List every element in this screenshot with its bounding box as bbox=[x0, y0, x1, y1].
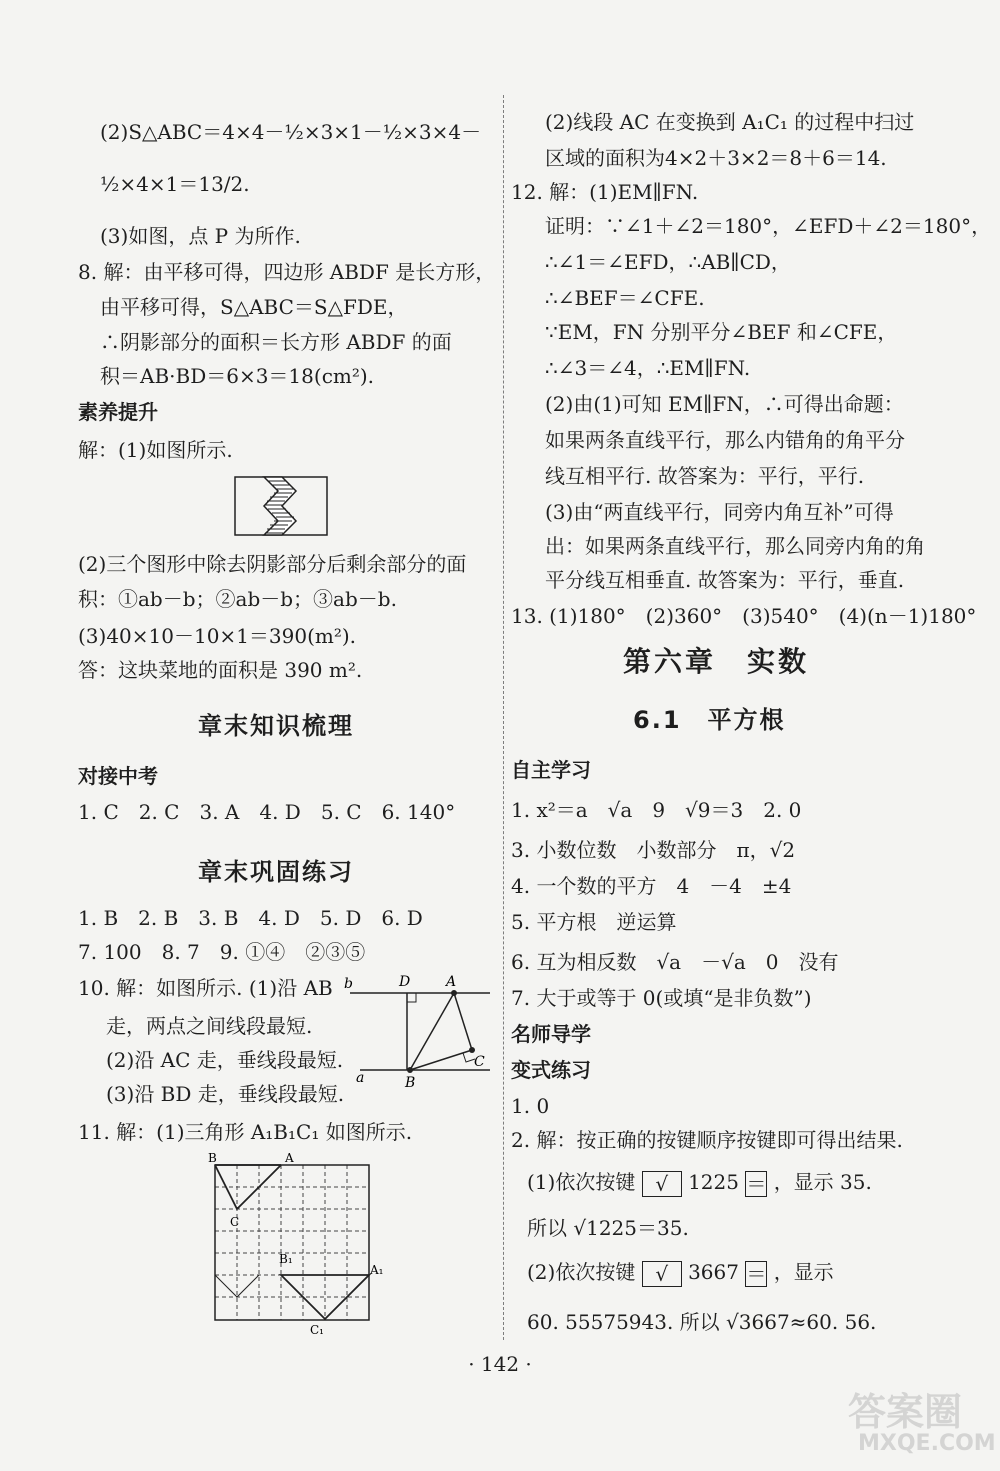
text-line: 线互相平行. 故答案为：平行，平行. bbox=[545, 464, 865, 488]
text-line: 证明：∵∠1＋∠2＝180°，∠EFD＋∠2＝180°， bbox=[545, 214, 992, 238]
text-line: ∴∠BEF＝∠CFE. bbox=[545, 286, 705, 310]
section-title: 6.1 平方根 bbox=[633, 706, 786, 734]
column-divider bbox=[503, 95, 504, 1340]
text-line: 如果两条直线平行，那么内错角的角平分 bbox=[545, 428, 905, 452]
label-a: A bbox=[285, 1151, 294, 1165]
shaded-path-figure bbox=[234, 476, 328, 536]
text-span: ，显示 bbox=[773, 1260, 834, 1284]
keypress-line-2 bbox=[527, 1258, 834, 1287]
subheading-mingshi: 名师导学 bbox=[511, 1022, 591, 1046]
watermark-url: MXQE.COM bbox=[858, 1431, 996, 1456]
text-line: ½×4×1＝13/2. bbox=[100, 172, 250, 196]
text-line: (3)沿 BD 走，垂线段最短. bbox=[106, 1082, 345, 1106]
subheading-bianshi: 变式练习 bbox=[511, 1058, 591, 1082]
text-line: ∴阴影部分的面积＝长方形 ABDF 的面 bbox=[100, 330, 452, 354]
text-line: 走，两点之间线段最短. bbox=[106, 1014, 313, 1038]
keypress-line-1 bbox=[527, 1168, 872, 1197]
page-number: · 142 · bbox=[468, 1352, 532, 1376]
problem-13-line: 13. (1)180° (2)360° (3)540° (4)(n－1)180° bbox=[511, 604, 977, 628]
text-line: 区域的面积为4×2＋3×2＝8＋6＝14. bbox=[545, 146, 887, 170]
text-line: ∴∠3＝∠4，∴EM∥FN. bbox=[545, 356, 751, 380]
answers-line: 1. x²＝a √a 9 √9＝3 2. 0 bbox=[511, 798, 802, 822]
label-a: A bbox=[446, 974, 457, 990]
answers-line: 1. 0 bbox=[511, 1094, 550, 1118]
section-title-zhishi: 章末知识梳理 bbox=[198, 712, 354, 740]
text-line: 60. 55575943. 所以 √3667≈60. 56. bbox=[527, 1310, 877, 1334]
text-span: (1)依次按键 bbox=[527, 1170, 636, 1194]
label-c: C bbox=[474, 1054, 485, 1070]
text-line: ∴∠1＝∠EFD，∴AB∥CD， bbox=[545, 250, 791, 274]
text-line: 答：这块菜地的面积是 390 m². bbox=[78, 658, 363, 682]
equals-key-icon: ＝ bbox=[746, 1171, 767, 1196]
subheading-duijie: 对接中考 bbox=[78, 764, 158, 788]
text-line: (3)40×10－10×1＝390(m²). bbox=[78, 624, 357, 648]
problem-10-line: 10. 解：如图所示. (1)沿 AB bbox=[78, 976, 333, 1000]
problem-2-line: 2. 解：按正确的按键顺序按键即可得出结果. bbox=[511, 1128, 903, 1152]
answers-line: 3. 小数位数 小数部分 π，√2 bbox=[511, 838, 796, 862]
label-b1: B₁ bbox=[279, 1252, 293, 1266]
text-line: 积：①ab－b；②ab－b；③ab－b. bbox=[78, 587, 397, 611]
text-line: 积＝AB·BD＝6×3＝18(cm²). bbox=[100, 364, 375, 388]
text-line: 解：(1)如图所示. bbox=[78, 438, 233, 462]
section-title-gonggu: 章末巩固练习 bbox=[198, 858, 354, 886]
label-c: C bbox=[230, 1215, 240, 1229]
text-line: (3)如图，点 P 为所作. bbox=[100, 224, 301, 248]
text-line: (2)由(1)可知 EM∥FN，∴可得出命题： bbox=[545, 392, 904, 416]
label-c1: C₁ bbox=[310, 1323, 324, 1337]
label-a1: A₁ bbox=[370, 1263, 384, 1277]
subheading-suyang: 素养提升 bbox=[78, 400, 158, 424]
answers-line: 1. C 2. C 3. A 4. D 5. C 6. 140° bbox=[78, 800, 456, 824]
text-line: 出：如果两条直线平行，那么同旁内角的角 bbox=[545, 534, 925, 558]
label-b-point: B bbox=[405, 1075, 416, 1091]
label-b: b bbox=[344, 976, 353, 992]
label-d: D bbox=[399, 974, 411, 990]
watermark-logo bbox=[838, 1373, 996, 1463]
equals-key-icon: ＝ bbox=[746, 1261, 767, 1286]
watermark-brand: 答案圈 bbox=[848, 1390, 963, 1434]
subheading-zizhu: 自主学习 bbox=[511, 758, 591, 782]
text-span: 3667 bbox=[688, 1260, 739, 1284]
text-line: (2)S△ABC＝4×4－½×3×1－½×3×4－ bbox=[100, 120, 482, 144]
answers-line: 4. 一个数的平方 4 －4 ±4 bbox=[511, 874, 792, 898]
text-line: 平分线互相垂直. 故答案为：平行，垂直. bbox=[545, 568, 905, 592]
answers-line: 1. B 2. B 3. B 4. D 5. D 6. D bbox=[78, 906, 423, 930]
problem-10-figure bbox=[344, 970, 495, 1091]
text-span: 1225 bbox=[688, 1170, 739, 1194]
problem-11-grid-figure bbox=[202, 1150, 392, 1340]
answers-line: 7. 大于或等于 0(或填“是非负数”) bbox=[511, 986, 812, 1010]
chapter-title: 第六章 实数 bbox=[623, 645, 810, 678]
text-line: ∵EM，FN 分别平分∠BEF 和∠CFE， bbox=[545, 320, 898, 344]
text-line: 由平移可得，S△ABC＝S△FDE， bbox=[100, 295, 408, 319]
sqrt-key-icon: √ bbox=[642, 1261, 682, 1287]
problem-11-line: 11. 解：(1)三角形 A₁B₁C₁ 如图所示. bbox=[78, 1120, 413, 1144]
text-line: (2)线段 AC 在变换到 A₁C₁ 的过程中扫过 bbox=[545, 110, 915, 134]
text-line: (3)由“两直线平行，同旁内角互补”可得 bbox=[545, 500, 894, 524]
text-span: ，显示 35. bbox=[773, 1170, 872, 1194]
problem-12-line: 12. 解：(1)EM∥FN. bbox=[511, 180, 699, 204]
sqrt-key-icon: √ bbox=[642, 1171, 682, 1197]
label-a-line: a bbox=[356, 1070, 365, 1086]
answers-line: 5. 平方根 逆运算 bbox=[511, 910, 677, 934]
text-line: (2)三个图形中除去阴影部分后剩余部分的面 bbox=[78, 552, 467, 576]
problem-8-line: 8. 解：由平移可得，四边形 ABDF 是长方形， bbox=[78, 260, 496, 284]
answers-line: 7. 100 8. 7 9. ①④ ②③⑤ bbox=[78, 940, 366, 964]
text-line: (2)沿 AC 走，垂线段最短. bbox=[106, 1048, 344, 1072]
text-line: 所以 √1225＝35. bbox=[527, 1216, 689, 1240]
label-b: B bbox=[208, 1151, 217, 1165]
answers-line: 6. 互为相反数 √a －√a 0 没有 bbox=[511, 950, 839, 974]
text-span: (2)依次按键 bbox=[527, 1260, 636, 1284]
